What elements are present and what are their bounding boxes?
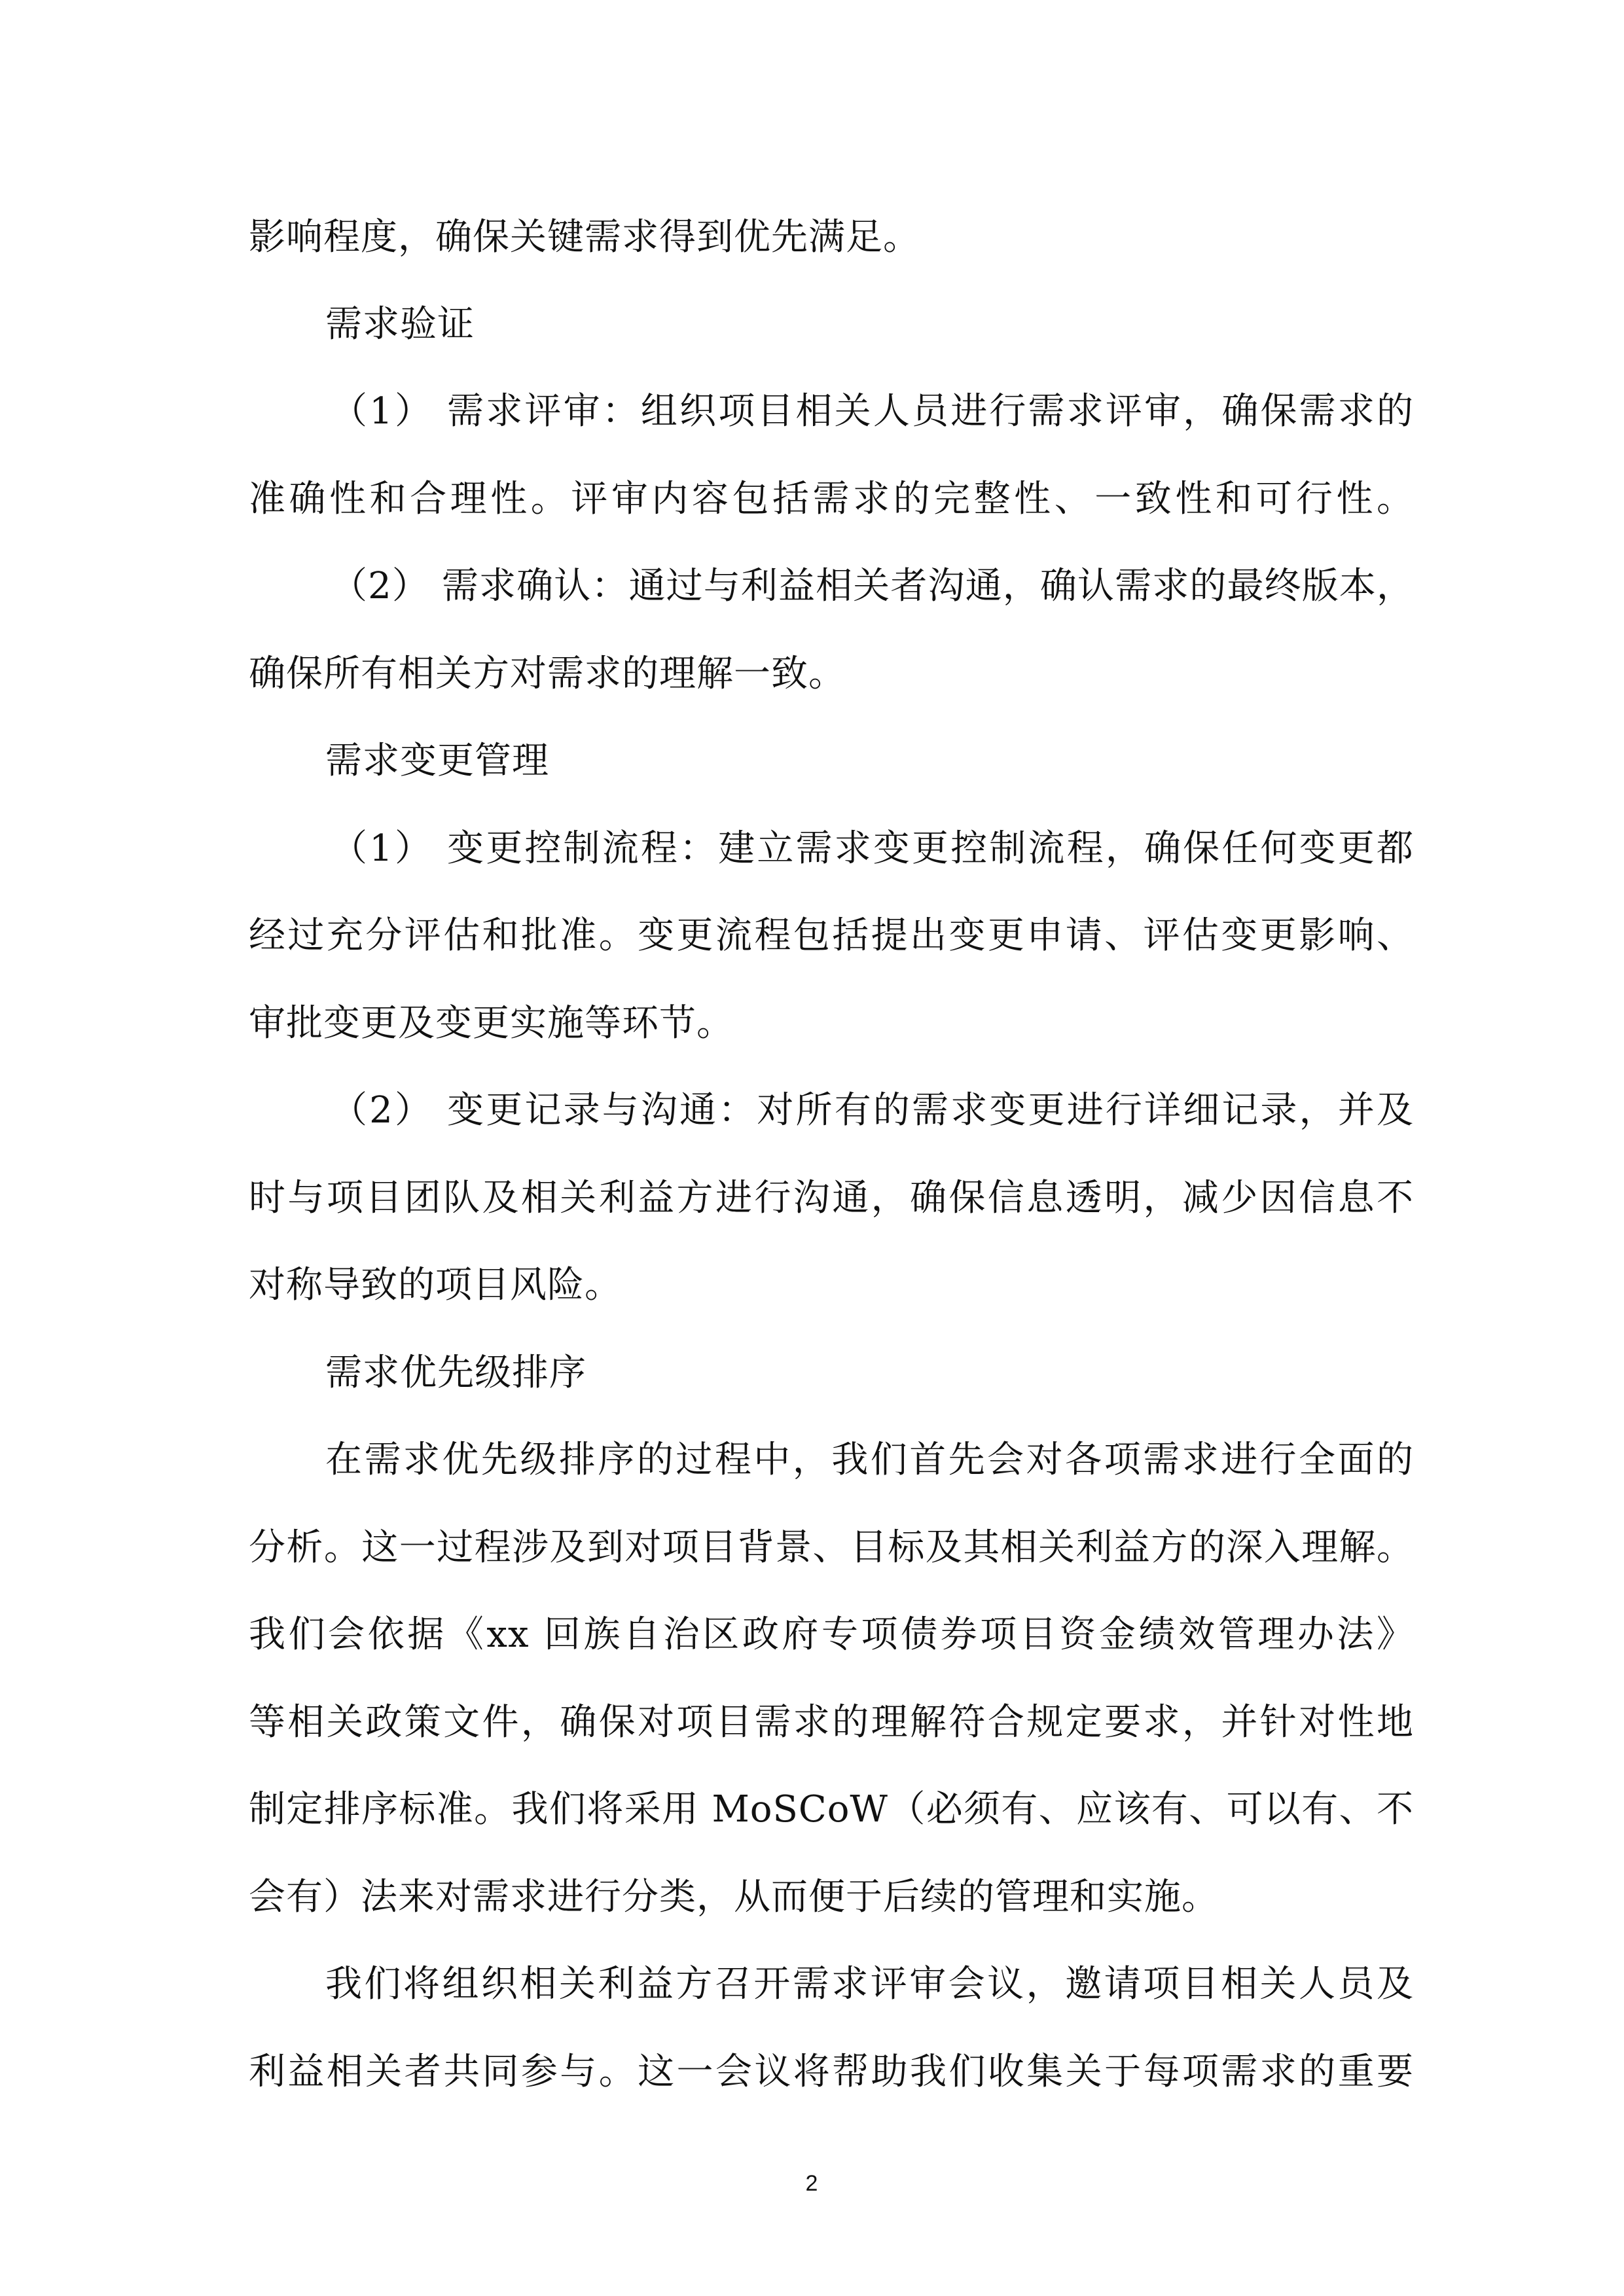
text-line: 分析。这一过程涉及到对项目背景、目标及其相关利益方的深入理解。 [249, 1526, 1414, 1569]
text-line: 制定排序标准。我们将采用 MoSCoW（必须有、应该有、可以有、不 [249, 1788, 1414, 1831]
text-line: 利益相关者共同参与。这一会议将帮助我们收集关于每项需求的重要 [249, 2051, 1414, 2093]
text-line: 影响程度，确保关键需求得到优先满足。 [249, 216, 920, 259]
text-line: （2） 变更记录与沟通：对所有的需求变更进行详细记录，并及 [331, 1089, 1414, 1132]
section-heading: 需求变更管理 [325, 740, 549, 782]
text-line: 我们会依据《xx 回族自治区政府专项债券项目资金绩效管理办法》 [249, 1613, 1414, 1656]
text-line: 我们将组织相关利益方召开需求评审会议，邀请项目相关人员及 [325, 1963, 1414, 2005]
section-heading: 需求验证 [325, 303, 475, 346]
text-line: 对称导致的项目风险。 [249, 1264, 622, 1306]
text-line: 经过充分评估和批准。变更流程包括提出变更申请、评估变更影响、 [249, 914, 1414, 957]
text-line: （2） 需求确认：通过与利益相关者沟通，确认需求的最终版本， [331, 565, 1414, 607]
page-number: 2 [805, 2171, 818, 2196]
text-line: 在需求优先级排序的过程中，我们首先会对各项需求进行全面的 [325, 1439, 1414, 1481]
text-line: 审批变更及变更实施等环节。 [249, 1002, 734, 1045]
text-line: 会有）法来对需求进行分类，从而便于后续的管理和实施。 [249, 1876, 1219, 1918]
text-line: 准确性和合理性。评审内容包括需求的完整性、一致性和可行性。 [249, 478, 1414, 520]
text-line: 等相关政策文件，确保对项目需求的理解符合规定要求，并针对性地 [249, 1701, 1414, 1744]
section-heading: 需求优先级排序 [325, 1352, 586, 1394]
text-line: 确保所有相关方对需求的理解一致。 [249, 653, 846, 695]
text-line: 时与项目团队及相关利益方进行沟通，确保信息透明，减少因信息不 [249, 1177, 1414, 1219]
text-line: （1） 需求评审：组织项目相关人员进行需求评审，确保需求的 [331, 390, 1414, 433]
text-line: （1） 变更控制流程：建立需求变更控制流程，确保任何变更都 [331, 827, 1414, 870]
